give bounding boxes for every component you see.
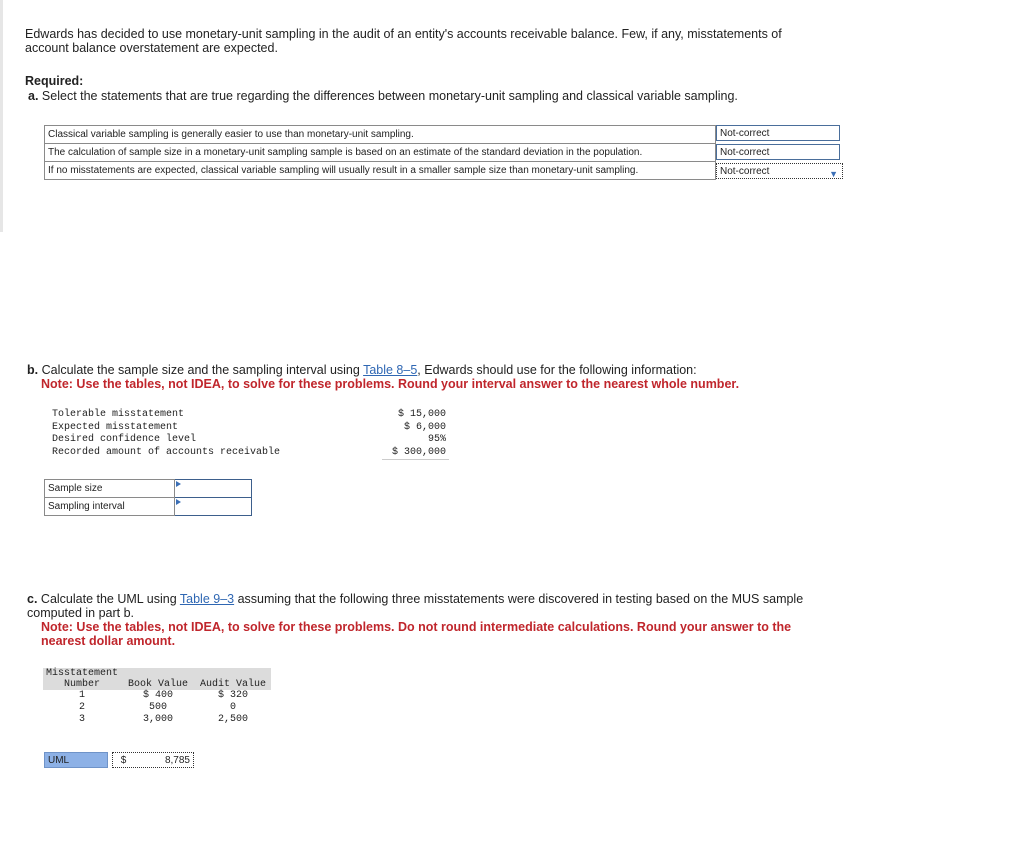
part-c-prompt xyxy=(27,592,807,648)
statement-2-answer-select[interactable] xyxy=(716,144,840,160)
header-audit-value: Audit Value xyxy=(195,679,271,690)
part-c-note: Note: Use the tables, not IDEA, to solve for these problems. Do not round intermediate calculations. Round your answer to the nearest dollar amount. xyxy=(41,620,792,648)
info-label: Expected misstatement xyxy=(52,421,179,433)
statement-text: Classical variable sampling is generally easier to use than monetary-unit sampling. xyxy=(45,126,716,144)
header-blank xyxy=(195,668,271,679)
select-value: Not-correct xyxy=(720,147,770,158)
info-value: 95% xyxy=(427,434,446,445)
sample-size-label: Sample size xyxy=(45,480,175,498)
statement-row xyxy=(45,162,716,180)
table-8-5-link[interactable]: Table 8–5 xyxy=(363,363,418,377)
part-a-letter: a. xyxy=(28,89,39,103)
info-value: $ 6,000 xyxy=(403,421,446,433)
info-value: $ 300,000 xyxy=(382,447,449,460)
uml-label: UML xyxy=(44,752,108,768)
table-row xyxy=(43,690,271,702)
sample-size-input[interactable] xyxy=(175,480,252,498)
table-header-row xyxy=(43,679,271,690)
row-number: 2 xyxy=(79,702,86,713)
table-row xyxy=(43,714,271,726)
answer-row xyxy=(45,480,252,498)
info-table xyxy=(52,409,449,460)
select-value: Not-correct xyxy=(720,166,770,177)
statement-3-answer-select[interactable] xyxy=(716,163,843,179)
info-label: Recorded amount of accounts receivable xyxy=(52,446,281,458)
sampling-interval-input[interactable] xyxy=(175,498,252,516)
table-9-3-link[interactable]: Table 9–3 xyxy=(179,592,235,606)
intro-text: Edwards has decided to use monetary-unit sampling in the audit of an entity's accounts receivable balance. Few, if any, misstatements of account balance overstatement are expected. xyxy=(25,27,782,55)
part-b-note: Note: Use the tables, not IDEA, to solve for these problems. Round your interval answer to the nearest whole number. xyxy=(41,377,740,391)
row-audit-value: 2,500 xyxy=(218,714,249,725)
row-number: 3 xyxy=(79,714,86,725)
header-misstatement: Misstatement xyxy=(43,668,121,679)
info-row xyxy=(52,409,449,422)
table-row xyxy=(43,702,271,714)
answer-table xyxy=(44,479,252,516)
part-a-text: Select the statements that are true regarding the differences between monetary-unit sampling and classical variable sampling. xyxy=(41,89,738,103)
header-blank xyxy=(121,668,195,679)
row-book-value: 3,000 xyxy=(143,714,174,725)
sampling-interval-label: Sampling interval xyxy=(45,498,175,516)
part-b-text-after: , Edwards should use for the following information: xyxy=(417,363,697,377)
row-number: 1 xyxy=(79,690,86,701)
row-audit-value: 0 xyxy=(230,702,237,713)
statement-text: The calculation of sample size in a monetary-unit sampling sample is based on an estimate of the standard deviation in the population. xyxy=(45,144,716,162)
chevron-down-icon[interactable]: ▼ xyxy=(829,169,838,179)
answer-row xyxy=(45,498,252,516)
select-value: Not-correct xyxy=(720,128,770,139)
part-b-text-before: Calculate the sample size and the sampling interval using xyxy=(41,363,360,377)
statements-table xyxy=(44,125,716,180)
info-row xyxy=(52,434,449,447)
statement-row xyxy=(45,144,716,162)
left-edge-bar xyxy=(0,0,3,232)
misstatement-table xyxy=(43,668,271,726)
part-b-letter: b. xyxy=(27,363,39,377)
uml-currency: $ xyxy=(112,752,134,768)
info-label: Desired confidence level xyxy=(52,434,197,445)
row-book-value: 500 xyxy=(149,702,168,713)
flag-icon xyxy=(176,481,181,487)
part-c-letter: c. xyxy=(27,592,38,606)
part-c-text-after: assuming that the following three misstatements were discovered in testing based on the MUS sample computed in part b. xyxy=(27,592,804,620)
required-label: Required: xyxy=(25,74,84,88)
flag-icon xyxy=(176,499,181,505)
part-c-text-before: Calculate the UML using xyxy=(40,592,177,606)
header-number: Number xyxy=(43,679,121,690)
row-book-value: $ 400 xyxy=(143,690,174,701)
statement-1-answer-select[interactable] xyxy=(716,125,840,141)
row-audit-value: $ 320 xyxy=(218,690,249,701)
statement-row xyxy=(45,126,716,144)
part-b-prompt xyxy=(27,363,739,391)
info-row xyxy=(52,422,449,435)
info-label: Tolerable misstatement xyxy=(52,409,185,420)
info-value: $ 15,000 xyxy=(397,409,446,420)
header-book-value: Book Value xyxy=(121,679,195,690)
statement-text: If no misstatements are expected, classical variable sampling will usually result in a smaller sample size than monetary-unit sampling. xyxy=(45,162,716,180)
part-a-prompt xyxy=(28,89,738,103)
uml-input[interactable]: 8,785 xyxy=(133,752,194,768)
table-header-row xyxy=(43,668,271,679)
info-row xyxy=(52,447,449,460)
